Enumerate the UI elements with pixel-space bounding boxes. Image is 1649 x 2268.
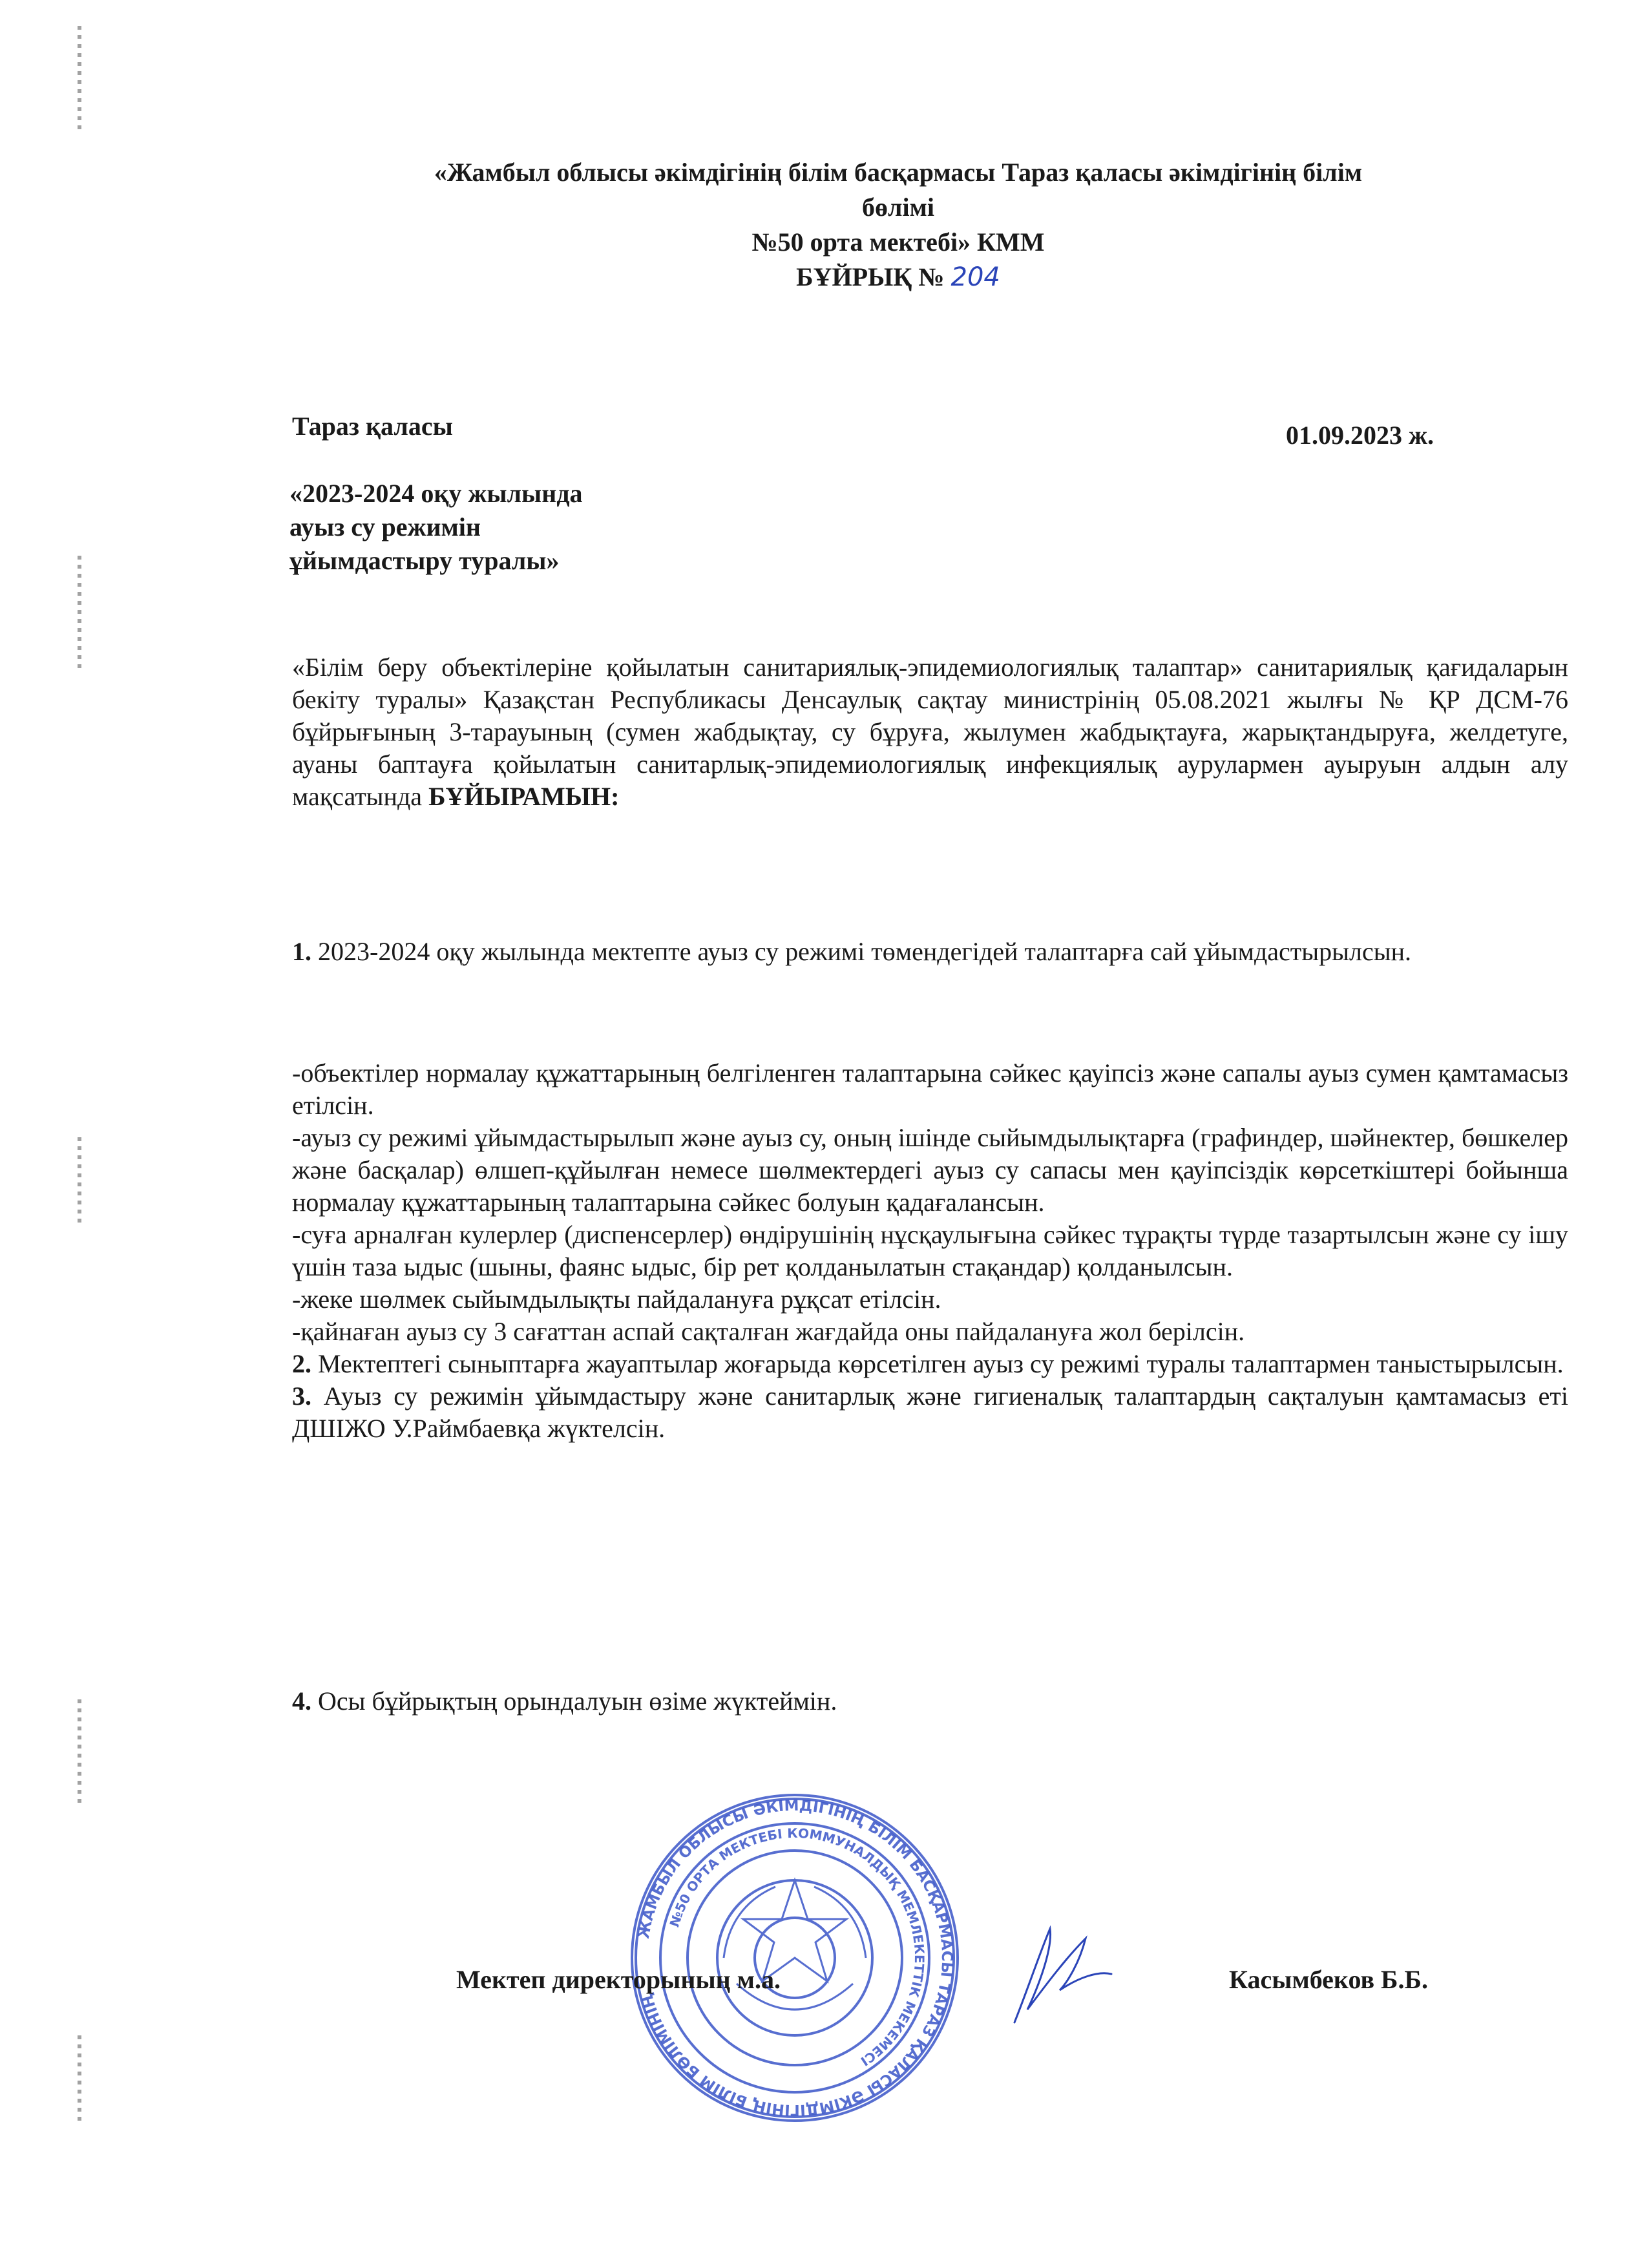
subject-line: «2023-2024 оқу жылында — [289, 479, 583, 508]
scan-artifact — [78, 1137, 81, 1228]
list-item: -суға арналған кулерлер (диспенсерлер) өндірушінің нұсқаулығына сәйкес тұрақты түрде тазартылсын және су ішу үшін таза ыдыс (шыны, фаянс ыдыс, бір рет қолданылатын стақандар) қолданылсын. — [292, 1220, 1568, 1281]
scan-artifact — [78, 26, 81, 129]
header-organization-line2: бөлімі — [862, 193, 934, 222]
order-label: БҰЙРЫҚ № — [796, 262, 945, 291]
item-text: Осы бұйрықтың орындалуын өзіме жүктеймін. — [311, 1686, 837, 1716]
document-header — [284, 155, 1512, 295]
item-3 — [292, 1380, 1568, 1445]
item-text: Мектептегі сыныптарға жауаптылар жоғарыда көрсетілген ауыз су режимі туралы талаптармен таныстырылсын. — [311, 1349, 1564, 1378]
item-text: Ауыз су режимін ұйымдастыру және санитарлық және гигиеналық талаптардың сақталуын қамтамасыз еті ДШІЖО У.Раймбаевқа жүктелсін. — [292, 1381, 1568, 1443]
subject-line: ауыз су режимін — [289, 512, 481, 541]
handwritten-signature — [989, 1913, 1118, 2035]
signatory-position: Мектеп директорының м.а. — [456, 1965, 781, 1994]
item-2 — [292, 1348, 1568, 1380]
requirements-list — [292, 1057, 1568, 1445]
signatory-name: Касымбеков Б.Б. — [1229, 1965, 1428, 1994]
item-text: 2023-2024 оқу жылында мектепте ауыз су режимі төмендегідей талаптарға сай ұйымдастырылсын. — [311, 937, 1412, 966]
item-number: 3. — [292, 1381, 311, 1411]
intro-paragraph — [292, 651, 1568, 813]
item-4 — [292, 1685, 1568, 1717]
official-stamp — [627, 1790, 963, 2126]
scan-artifact — [78, 2035, 81, 2126]
stamp-outer-text: ЖАМБЫЛ ОБЛЫСЫ ӘКІМДІГІНІҢ БІЛІМ БАСҚАРМАСЫ ТАРАЗ ҚАЛАСЫ ӘКІМДІГІНІҢ БІЛІМ БӨЛІМІНІҢ — [635, 1797, 956, 2119]
order-subject — [289, 477, 583, 578]
list-item: -объектілер нормалау құжаттарының белгіленген талаптарына сәйкес қауіпсіз және сапалы ауыз сумен қамтамасыз етілсін. — [292, 1058, 1568, 1120]
order-number: 204 — [951, 262, 1000, 292]
list-item: -қайнаған ауыз су 3 сағаттан аспай сақталған жағдайда оны пайдалануға жол берілсін. — [292, 1317, 1245, 1346]
subject-line: ұйымдастыру туралы» — [289, 546, 560, 575]
scan-artifact — [78, 556, 81, 672]
scan-artifact — [78, 1699, 81, 1803]
stamp-inner-text: №50 ОРТА МЕКТЕБІ КОММУНАЛДЫҚ МЕМЛЕКЕТТІК МЕКЕМЕСІ — [666, 1825, 928, 2070]
item-number: 1. — [292, 937, 311, 966]
header-school-name: №50 орта мектебі» КММ — [751, 227, 1045, 257]
list-item: -жеке шөлмек сыйымдылықты пайдалануға рұқсат етілсін. — [292, 1285, 941, 1314]
city-label: Тараз қаласы — [292, 412, 453, 441]
item-1 — [292, 936, 1568, 968]
item-number: 4. — [292, 1686, 311, 1716]
header-organization-line1: «Жамбыл облысы әкімдігінің білім басқармасы Тараз қаласы әкімдігінің білім — [434, 158, 1363, 187]
intro-text: «Білім беру объектілеріне қойылатын санитариялық-эпидемиологиялық талаптар» санитариялық қағидаларын бекіту туралы» Қазақстан Республикасы Денсаулық сақтау министрінің 05.08.2021 жылғы № ҚР ДСМ-76 бұйрығының 3-тарауының (сумен жабдықтау, су бұруға, жылумен жабдықтауға, жарықтандыруға, желдетуге, ауаны баптауға қойылатын санитарлық-эпидемиологиялық инфекциялық аурулармен ауыруын алдын алу мақсатында — [292, 653, 1568, 811]
order-title — [284, 260, 1512, 295]
item-number: 2. — [292, 1349, 311, 1378]
list-item: -ауыз су режимі ұйымдастырылып және ауыз су, оның ішінде сыйымдылықтарға (графиндер, шәйнектер, бөшкелер және басқалар) өлшеп-құйылған немесе шөлмектердегі ауыз су сапасы мен қауіпсіздік көрсеткіштері бойынша нормалау құжаттарының талаптарына сәйкес болуын қадағалансын. — [292, 1123, 1568, 1217]
order-date: 01.09.2023 ж. — [1286, 421, 1434, 450]
order-directive: БҰЙЫРАМЫН: — [428, 782, 620, 811]
